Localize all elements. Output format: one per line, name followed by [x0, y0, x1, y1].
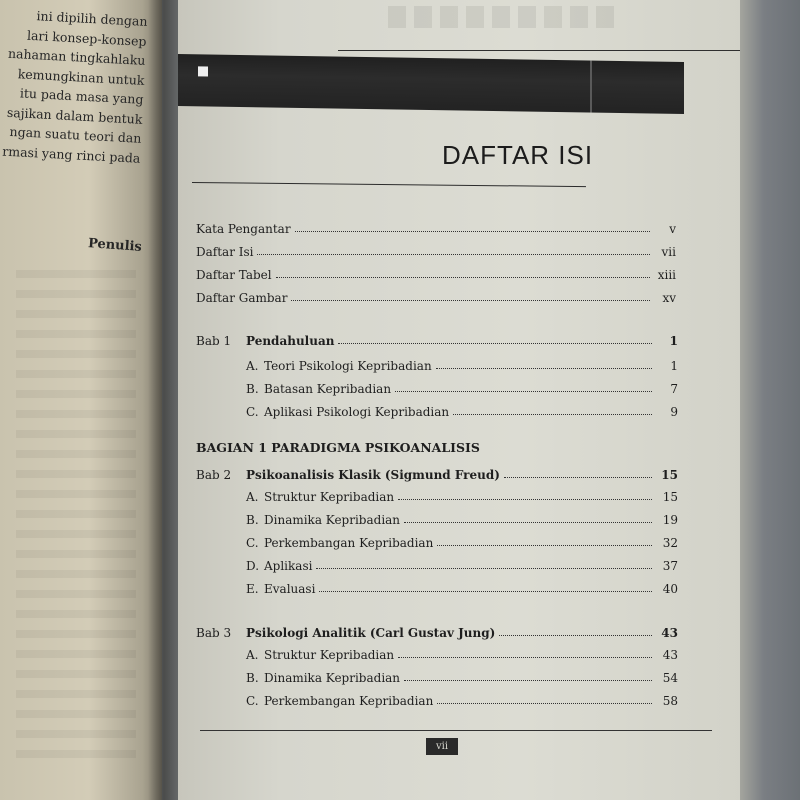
page-number-badge: vii: [426, 738, 458, 755]
section-page: 40: [662, 582, 678, 596]
section-title: Perkembangan Kepribadian: [264, 694, 434, 708]
chapter-title: Psikoanalisis Klasik (Sigmund Freud): [246, 468, 500, 482]
leader-dots: [395, 391, 652, 392]
toc-entry-label: Daftar Isi: [196, 245, 254, 259]
section-letter: B.: [246, 382, 259, 396]
toc-section[interactable]: [246, 665, 678, 685]
section-letter: C.: [246, 536, 259, 550]
right-page: [178, 0, 750, 800]
toc-section[interactable]: [246, 553, 678, 573]
toc-section[interactable]: [246, 353, 678, 373]
section-title: Struktur Kepribadian: [264, 648, 395, 662]
chapter-title: Psikologi Analitik (Carl Gustav Jung): [246, 626, 496, 640]
toc-entry[interactable]: [196, 216, 676, 236]
toc-entry-page: v: [669, 222, 676, 236]
chapter-page: 15: [661, 468, 678, 482]
section-page: 32: [662, 536, 678, 550]
left-line: sajikan dalam bentuk: [6, 104, 143, 127]
part-heading: BAGIAN 1 PARADIGMA PSIKOANALISIS: [196, 440, 480, 455]
section-page: 54: [662, 671, 678, 685]
toc-entry-label: Kata Pengantar: [196, 222, 291, 236]
section-page: 7: [670, 382, 678, 396]
chapter-page: 43: [661, 626, 678, 640]
toc-chapter-bab-3[interactable]: [196, 620, 678, 640]
leader-dots: [276, 277, 650, 278]
show-through-texture: [16, 270, 136, 770]
section-letter: E.: [246, 582, 259, 596]
left-page: [0, 0, 162, 800]
toc-section[interactable]: [246, 484, 678, 504]
leader-dots: [319, 591, 652, 592]
section-letter: C.: [246, 694, 259, 708]
left-line: ini dipilih dengan: [36, 8, 148, 29]
section-title: Dinamika Kepribadian: [264, 671, 401, 685]
leader-dots: [291, 300, 650, 301]
leader-dots: [436, 368, 652, 369]
toc-section[interactable]: [246, 576, 678, 596]
section-page: 43: [662, 648, 678, 662]
left-line: kemungkinan untuk: [17, 65, 145, 88]
toc-entry-page: xv: [662, 291, 676, 305]
section-letter: A.: [246, 359, 259, 373]
leader-dots: [257, 254, 650, 255]
leader-dots: [504, 477, 652, 478]
section-title: Aplikasi: [264, 559, 313, 573]
section-title: Perkembangan Kepribadian: [264, 536, 434, 550]
section-title: Teori Psikologi Kepribadian: [264, 359, 432, 373]
toc-entry[interactable]: [196, 285, 676, 305]
toc-chapter-bab-1[interactable]: [196, 328, 678, 348]
toc-entry[interactable]: [196, 239, 676, 259]
chapter-number: Bab 3: [196, 626, 232, 640]
section-page: 9: [670, 405, 678, 419]
section-letter: D.: [246, 559, 260, 573]
left-line: rmasi yang rinci pada: [2, 143, 141, 166]
section-letter: C.: [246, 405, 259, 419]
section-page: 58: [662, 694, 678, 708]
toc-entry-label: Daftar Tabel: [196, 268, 272, 282]
leader-dots: [295, 231, 650, 232]
section-title: Batasan Kepribadian: [264, 382, 392, 396]
toc-section[interactable]: [246, 688, 678, 708]
section-page: 1: [670, 359, 678, 373]
section-page: 19: [662, 513, 678, 527]
section-page: 37: [662, 559, 678, 573]
section-title: Evaluasi: [264, 582, 316, 596]
section-page: 15: [662, 490, 678, 504]
section-letter: A.: [246, 490, 259, 504]
leader-dots: [404, 680, 652, 681]
table-of-contents: [190, 0, 702, 800]
footer-rule: [200, 730, 712, 731]
section-letter: B.: [246, 671, 259, 685]
leader-dots: [437, 703, 652, 704]
page-edge-background: [740, 0, 800, 800]
section-title: Aplikasi Psikologi Kepribadian: [264, 405, 450, 419]
left-line: itu pada masa yang: [19, 85, 144, 107]
toc-section[interactable]: [246, 530, 678, 550]
leader-dots: [398, 657, 652, 658]
page-title: DAFTAR ISI: [442, 140, 594, 170]
toc-chapter-bab-2[interactable]: [196, 462, 678, 482]
leader-dots: [499, 635, 652, 636]
toc-entry-label: Daftar Gambar: [196, 291, 288, 305]
section-title: Struktur Kepribadian: [264, 490, 395, 504]
chapter-number: Bab 1: [196, 334, 232, 348]
toc-section[interactable]: [246, 642, 678, 662]
toc-entry-page: xiii: [657, 268, 676, 282]
chapter-page: 1: [669, 334, 678, 348]
left-line: lari konsep-konsep: [26, 27, 147, 49]
left-page-text: [0, 2, 148, 168]
leader-dots: [316, 568, 652, 569]
leader-dots: [437, 545, 652, 546]
leader-dots: [404, 522, 652, 523]
toc-section[interactable]: [246, 376, 678, 396]
section-letter: B.: [246, 513, 259, 527]
leader-dots: [338, 343, 652, 344]
section-letter: A.: [246, 648, 259, 662]
toc-entry-page: vii: [661, 245, 676, 259]
leader-dots: [453, 414, 652, 415]
author-signature: Penulis: [87, 236, 143, 255]
left-line: ngan suatu teori dan: [9, 123, 142, 146]
chapter-number: Bab 2: [196, 468, 232, 482]
toc-section[interactable]: [246, 399, 678, 419]
section-title: Dinamika Kepribadian: [264, 513, 401, 527]
toc-section[interactable]: [246, 507, 678, 527]
toc-entry[interactable]: [196, 262, 676, 282]
leader-dots: [398, 499, 652, 500]
left-line: nahaman tingkahlaku: [7, 45, 146, 68]
chapter-title: Pendahuluan: [246, 334, 335, 348]
